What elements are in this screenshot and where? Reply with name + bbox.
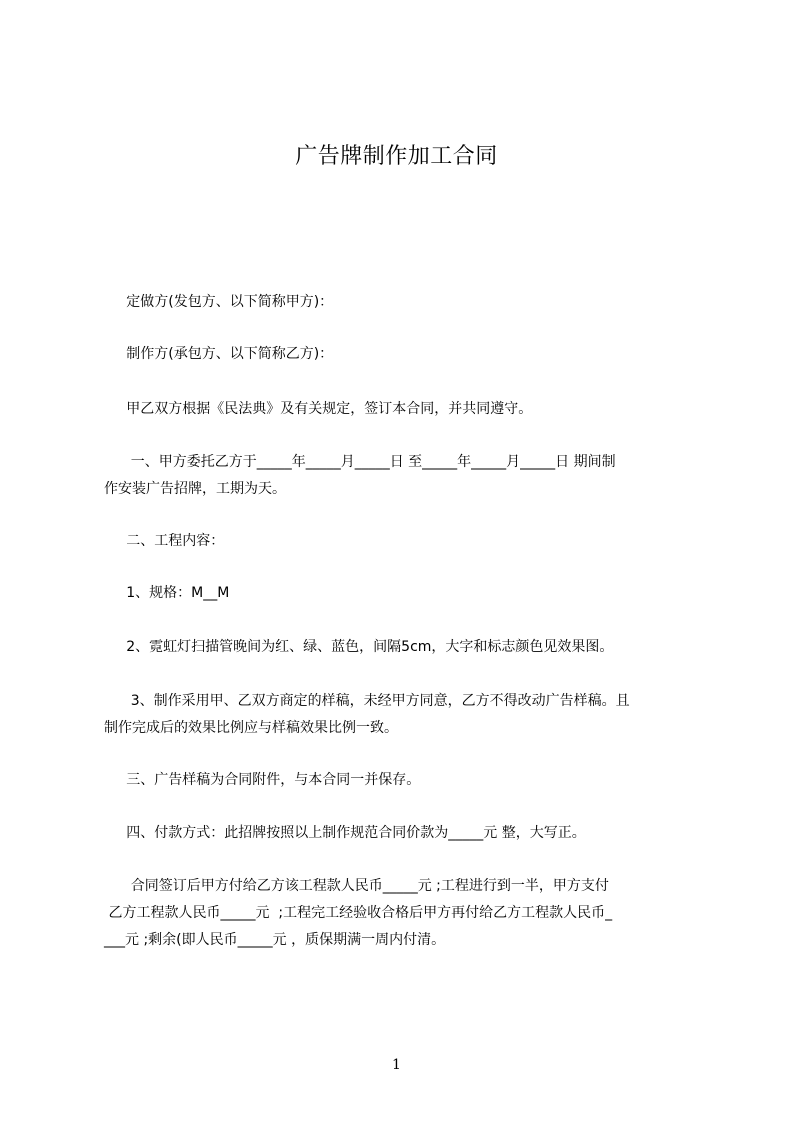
paragraph-sample	[104, 688, 704, 742]
paragraph-line: 乙方工程款人民币_____元 ;工程完工经验收合格后甲方再付给乙方工程款人民币_	[104, 905, 613, 921]
paragraph-line: 作安装广告招牌，工期为天。	[104, 481, 286, 497]
paragraph-clause-4	[104, 820, 704, 847]
paragraph-line: 三、广告样稿为合同附件，与本合同一并保存。	[104, 772, 421, 788]
paragraph-line: 制作完成后的效果比例应与样稿效果比例一致。	[104, 720, 398, 736]
paragraph-line: ___元 ;剩余(即人民币_____元 ，质保期满一周内付清。	[104, 932, 446, 948]
paragraph-line: 二、工程内容：	[104, 533, 225, 549]
paragraph-line: 制作方(承包方、以下简称乙方)：	[104, 346, 334, 362]
paragraph-clause-1	[104, 449, 704, 503]
paragraph-line: 3、制作采用甲、乙双方商定的样稿，未经甲方同意，乙方不得改动广告样稿。且	[104, 693, 630, 709]
paragraph-agreement	[104, 396, 704, 423]
document-title: 广告牌制作加工合同	[295, 144, 498, 169]
paragraph-neon	[104, 634, 704, 661]
paragraph-line: 1、规格：M__M	[104, 585, 230, 601]
paragraph-clause-2	[104, 528, 704, 555]
paragraph-line: 四、付款方式：此招牌按照以上制作规范合同价款为_____元 整，大写正。	[104, 825, 586, 841]
paragraph-party-a	[104, 289, 704, 316]
paragraph-clause-3	[104, 767, 704, 794]
page-number: 1	[392, 1057, 401, 1073]
paragraph-line: 定做方(发包方、以下简称甲方)：	[104, 294, 334, 310]
paragraph-line: 2、霓虹灯扫描管晚间为红、绿、蓝色，间隔5cm，大字和标志颜色见效果图。	[104, 639, 614, 655]
paragraph-spec	[104, 580, 704, 607]
paragraph-party-b	[104, 341, 704, 368]
paragraph-line: 合同签订后甲方付给乙方该工程款人民币_____元 ;工程进行到一半，甲方支付	[104, 878, 609, 894]
paragraph-line: 甲乙双方根据《民法典》及有关规定，签订本合同，并共同遵守。	[104, 401, 533, 417]
paragraph-line: 一、甲方委托乙方于_____年_____月_____日 至_____年_____月_____日 期间制	[104, 454, 616, 470]
paragraph-payment	[104, 873, 704, 954]
